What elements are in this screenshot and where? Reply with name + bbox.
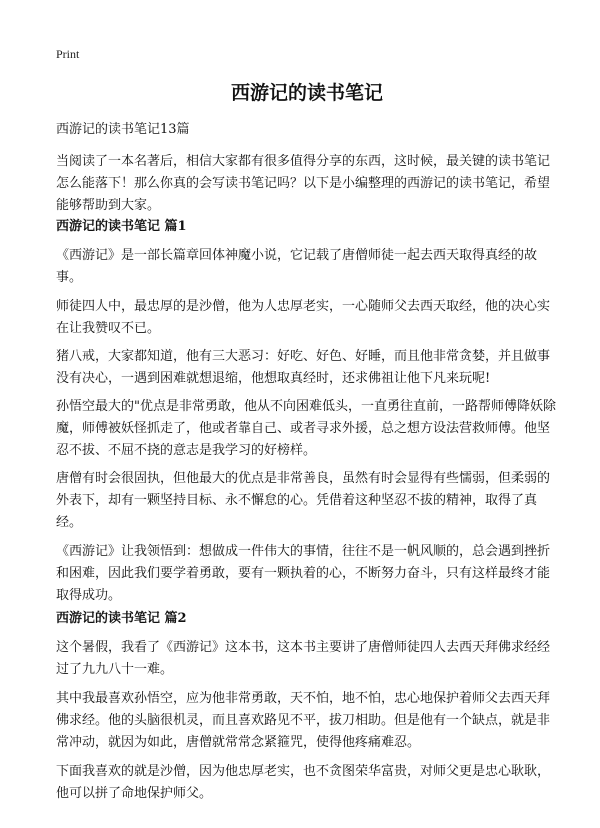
intro-paragraph: 当阅读了一本名著后，相信大家都有很多值得分享的东西，这时候，最关键的读书笔记怎么能落下！那么你真的会写读书笔记吗？以下是小编整理的西游记的读书笔记，希望能够帮助到大家。 [56,154,551,213]
section-1-paragraph-2: 师徒四人中，最忠厚的是沙僧，他为人忠厚老实，一心随师父去西天取经，他的决心实在让我赞叹不已。 [56,299,551,336]
print-link[interactable]: Print [56,47,80,61]
page-title: 西游记的读书笔记 [230,82,383,104]
section-2-paragraph-3: 下面我喜欢的就是沙僧，因为他忠厚老实，也不贪图荣华富贵，对师父更是忠心耿耿，他可以拼了命地保护师父。 [56,764,551,801]
section-1-paragraph-4: 孙悟空最大的"优点是非常勇敢，他从不向困难低头，一直勇往直前，一路帮师傅降妖除魔，师傅被妖怪抓走了，他或者靠自己、或者寻求外援，总之想方设法营救师傅。他坚忍不拔、不屈不挠的意志是我学习的好榜样。 [56,399,556,458]
section-2-paragraph-2: 其中我最喜欢孙悟空，应为他非常勇敢，天不怕，地不怕，忠心地保护着师父去西天拜佛求经。他的头脑很机灵，而且喜欢路见不平，拔刀相助。但是他有一个缺点，就是非常冲动，就因为如此，唐僧就常常念紧箍咒，使得他疼痛难忍。 [56,691,551,750]
section-heading-1: 西游记的读书笔记 篇1 [56,219,187,234]
section-2-paragraph-1: 这个暑假，我看了《西游记》这本书，这本书主要讲了唐僧师徒四人去西天拜佛求经经过了九九八十一难。 [56,640,551,677]
document-page [56,0,558,828]
section-1-paragraph-3: 猪八戒，大家都知道，他有三大恶习：好吃、好色、好睡，而且他非常贪婪，并且做事没有决心，一遇到困难就想退缩，他想取真经时，还求佛祖让他下凡来玩呢! [56,349,551,386]
section-1-paragraph-5: 唐僧有时会很固执，但他最大的优点是非常善良，虽然有时会显得有些懦弱，但柔弱的外表下，却有一颗坚持目标、永不懈怠的心。凭借着这种坚忍不拔的精神，取得了真经。 [56,471,551,530]
document-subtitle: 西游记的读书笔记13篇 [56,122,190,137]
section-1-paragraph-6: 《西游记》让我领悟到：想做成一件伟大的事情，往往不是一帆风顺的，总会遇到挫折和困难，因此我们要学着勇敢，要有一颗执着的心，不断努力奋斗，只有这样最终才能取得成功。 [56,544,551,603]
section-1-paragraph-1: 《西游记》是一部长篇章回体神魔小说，它记载了唐僧师徒一起去西天取得真经的故事。 [56,248,538,285]
section-heading-2: 西游记的读书笔记 篇2 [56,611,187,626]
